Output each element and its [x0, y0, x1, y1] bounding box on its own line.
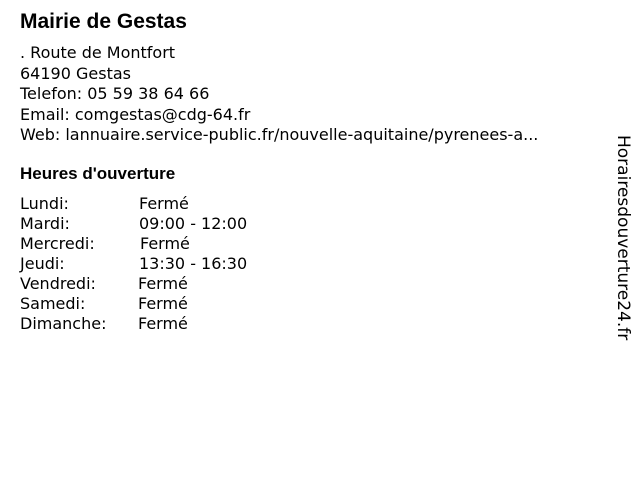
day-label: Jeudi:	[20, 254, 65, 273]
page-title: Mairie de Gestas	[20, 10, 187, 33]
site-watermark	[612, 0, 634, 480]
time-value: Fermé	[138, 294, 188, 313]
time-value: 09:00 - 12:00	[139, 214, 248, 233]
contact-details	[20, 43, 538, 146]
time-value: 13:30 - 16:30	[139, 254, 248, 273]
hours-heading: Heures d'ouverture	[20, 164, 176, 183]
time-value: Fermé	[138, 274, 188, 293]
time-value: Fermé	[139, 194, 189, 213]
street-address: . Route de Montfort	[20, 43, 176, 62]
postal-city: 64190 Gestas	[20, 63, 131, 83]
day-label: Lundi:	[20, 194, 69, 213]
day-label: Mercredi:	[20, 234, 95, 253]
phone-number: Telefon: 05 59 38 64 66	[20, 84, 210, 103]
day-label: Mardi:	[20, 214, 70, 233]
day-label: Samedi:	[20, 294, 86, 313]
website-url: Web: lannuaire.service-public.fr/nouvelle-aquitaine/pyrenees-a...	[20, 125, 539, 144]
time-value: Fermé	[138, 314, 188, 333]
email-address: Email: comgestas@cdg-64.fr	[20, 104, 251, 124]
time-value: Fermé	[140, 234, 190, 253]
day-label: Vendredi:	[20, 274, 96, 293]
day-label: Dimanche:	[20, 314, 107, 333]
watermark-text: Horairesdouverture24.fr	[613, 135, 633, 341]
